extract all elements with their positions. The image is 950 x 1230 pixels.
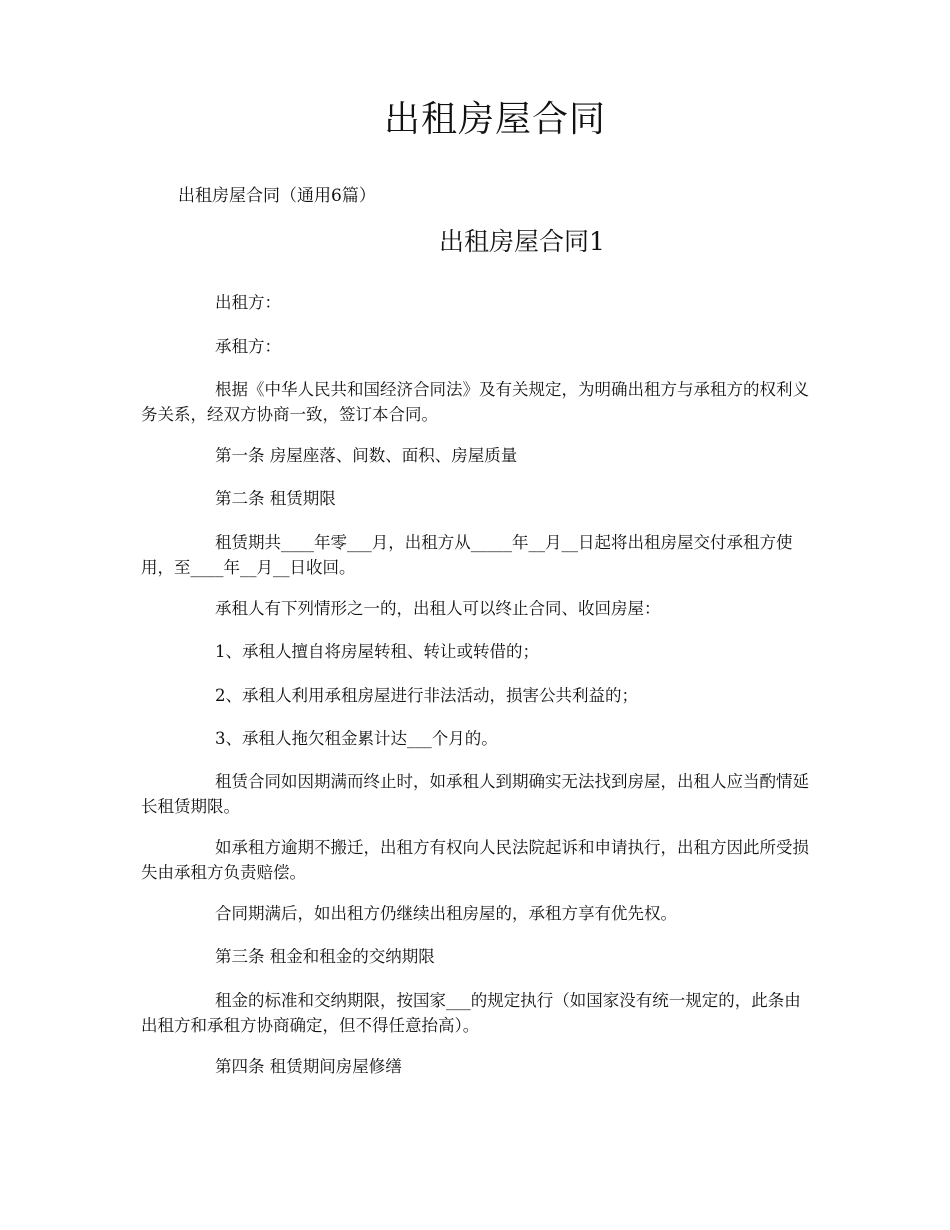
paragraph-lessor: 出租方： [215, 293, 281, 312]
paragraph-rent: 租金的标准和交纳期限，按国家___的规定执行（如国家没有统一规定的，此条由出租方和承租方协商确定，但不得任意抬高）。 [141, 991, 801, 1035]
paragraph-overstay: 如承租方逾期不搬迁，出租方有权向人民法院起诉和申请执行，出租方因此所受损失由承租方负责赔偿。 [141, 838, 809, 882]
paragraph-termination: 承租人有下列情形之一的，出租人可以终止合同、收回房屋： [215, 599, 661, 618]
paragraph-item-3: 3、承租人拖欠租金累计达___个月的。 [215, 729, 498, 748]
paragraph-term: 租赁期共____年零___月，出租方从_____年__月__日起将出租房屋交付承租方使用，至____年__月__日收回。 [141, 533, 793, 577]
paragraph-lessee: 承租方： [215, 337, 281, 356]
paragraph-article-2: 第二条 租赁期限 [215, 489, 336, 508]
paragraph-item-1: 1、承租人擅自将房屋转租、转让或转借的； [215, 642, 539, 661]
section-title: 出租房屋合同1 [439, 227, 605, 256]
paragraph-article-4: 第四条 租赁期间房屋修缮 [215, 1057, 402, 1076]
document-subtitle: 出租房屋合同（通用6篇） [178, 186, 376, 206]
paragraph-article-1: 第一条 房屋座落、间数、面积、房屋质量 [215, 446, 518, 465]
paragraph-extension: 租赁合同如因期满而终止时，如承租人到期确实无法找到房屋，出租人应当酌情延长租赁期限。 [141, 772, 809, 816]
paragraph-item-2: 2、承租人利用承租房屋进行非法活动，损害公共利益的； [215, 686, 638, 705]
paragraph-priority: 合同期满后，如出租方仍继续出租房屋的，承租方享有优先权。 [215, 904, 677, 923]
paragraph-preamble: 根据《中华人民共和国经济合同法》及有关规定，为明确出租方与承租方的权利义务关系，经双方协商一致，签订本合同。 [141, 380, 809, 424]
document-title: 出租房屋合同 [383, 99, 606, 140]
paragraph-article-3: 第三条 租金和租金的交纳期限 [215, 947, 435, 966]
